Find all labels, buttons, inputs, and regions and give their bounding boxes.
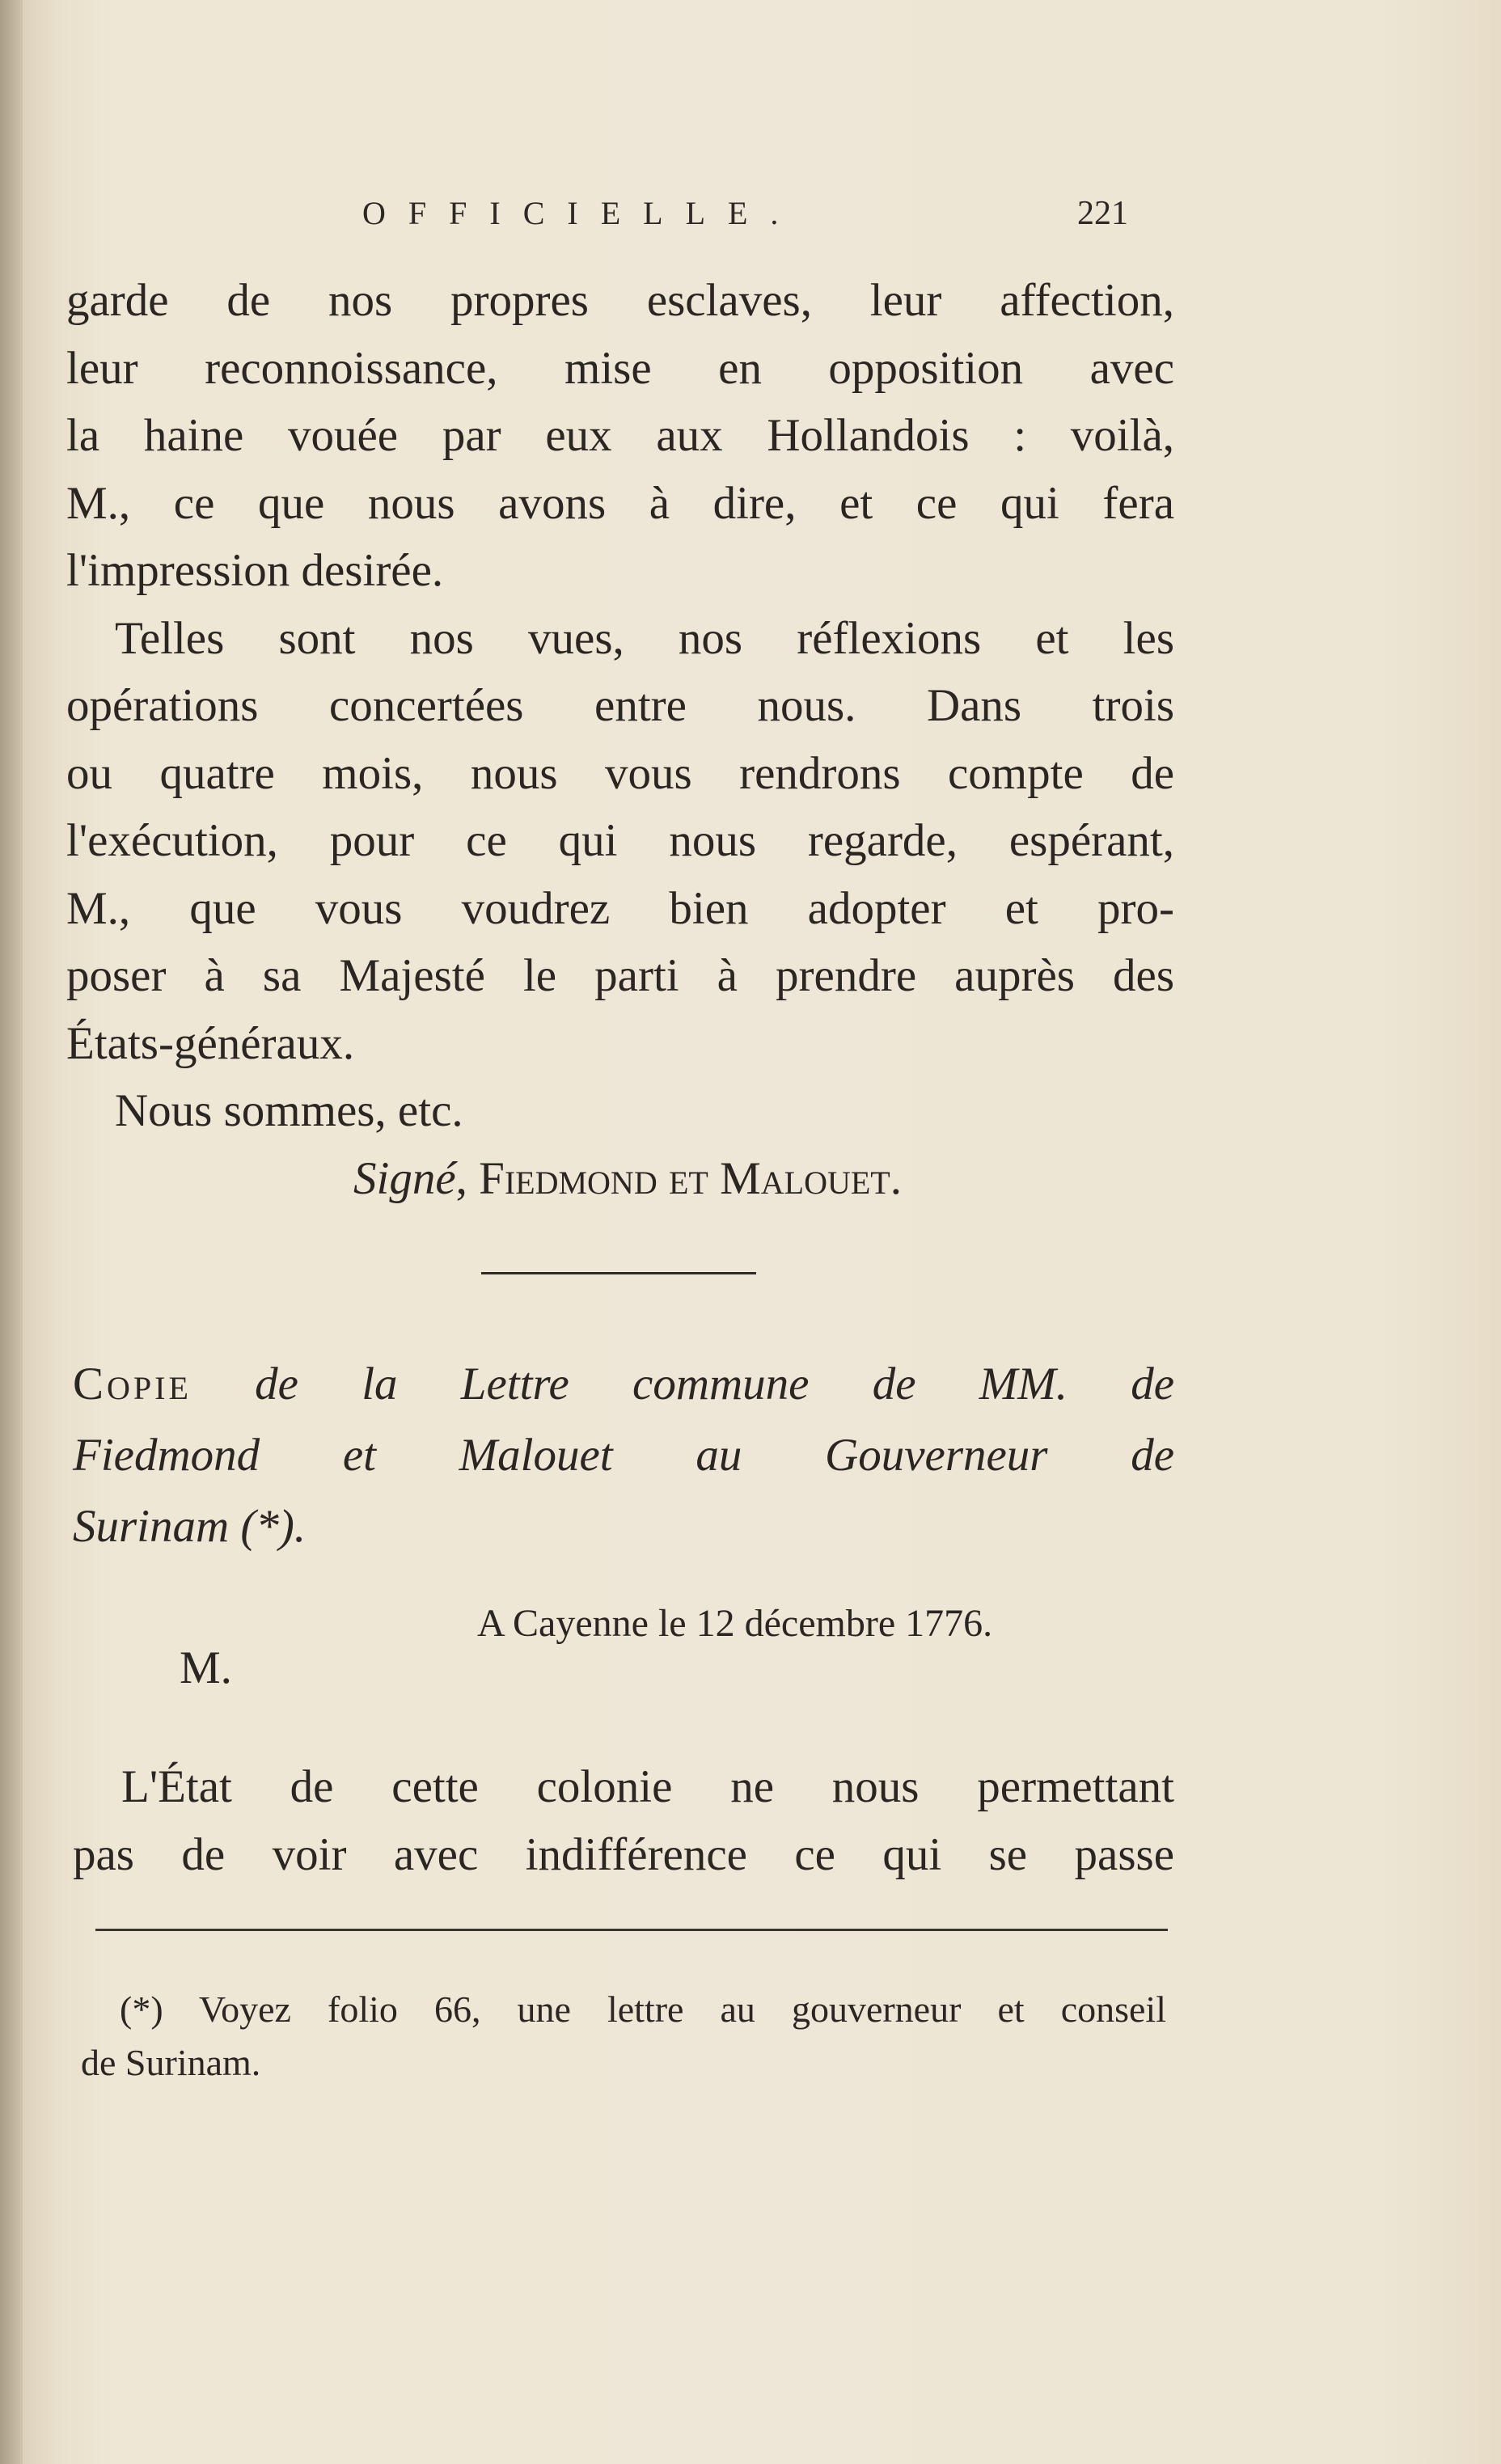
closing-line: Nous sommes, etc. [115, 1085, 463, 1136]
footnote-line: de Surinam. [81, 2042, 261, 2083]
text-line: ou quatre mois, nous vous rendrons compte de [66, 747, 1174, 799]
text-line: M., ce que nous avons à dire, et ce qui fera [66, 477, 1174, 529]
text-line: opérations concertées entre nous. Dans trois [66, 680, 1174, 731]
signature-separator: , [455, 1152, 467, 1204]
text-line: pas de voir avec indifférence ce qui se passe [73, 1828, 1174, 1880]
page-header [0, 194, 1501, 251]
signature-line [66, 1145, 1174, 1213]
footnote [81, 1983, 1166, 2090]
text-line: garde de nos propres esclaves, leur affection, [66, 275, 1174, 326]
footnote-line: (*) Voyez folio 66, une lettre au gouverneur et conseil [120, 1989, 1166, 2030]
title-line-text: de la Lettre commune de MM. de [255, 1359, 1175, 1410]
second-letter-body [73, 1753, 1174, 1888]
title-first-word: Copie [73, 1359, 192, 1410]
signature-label: Signé [353, 1152, 456, 1204]
signature-names: Fiedmond et Malouet. [479, 1152, 902, 1204]
text-line: poser à sa Majesté le parti à prendre auprès des [66, 950, 1174, 1001]
letter-body [66, 267, 1174, 1212]
text-line: l'exécution, pour ce qui nous regarde, espérant, [66, 815, 1174, 866]
title-line [73, 1349, 1174, 1420]
page-number: 221 [1077, 195, 1128, 232]
text-line: l'impression desirée. [66, 545, 444, 596]
text-line: la haine vouée par eux aux Hollandois : voilà, [66, 410, 1174, 461]
text-line: Telles sont nos vues, nos réflexions et les [115, 612, 1174, 664]
page-gutter [0, 0, 23, 2464]
section-divider [481, 1272, 756, 1274]
footnote-divider [95, 1929, 1168, 1931]
title-line: Fiedmond et Malouet au Gouverneur de [73, 1430, 1174, 1481]
text-line: États-généraux. [66, 1017, 355, 1069]
dateline: A Cayenne le 12 décembre 1776. [477, 1602, 993, 1645]
title-line: Surinam (*). [73, 1501, 307, 1552]
salutation: M. [180, 1642, 232, 1693]
text-line: L'État de cette colonie ne nous permettant [121, 1761, 1174, 1812]
text-line: leur reconnoissance, mise en opposition avec [66, 342, 1174, 394]
text-line: M., que vous voudrez bien adopter et pro- [66, 882, 1174, 934]
letter-title [73, 1349, 1174, 1562]
running-head: OFFICIELLE. [362, 195, 801, 231]
